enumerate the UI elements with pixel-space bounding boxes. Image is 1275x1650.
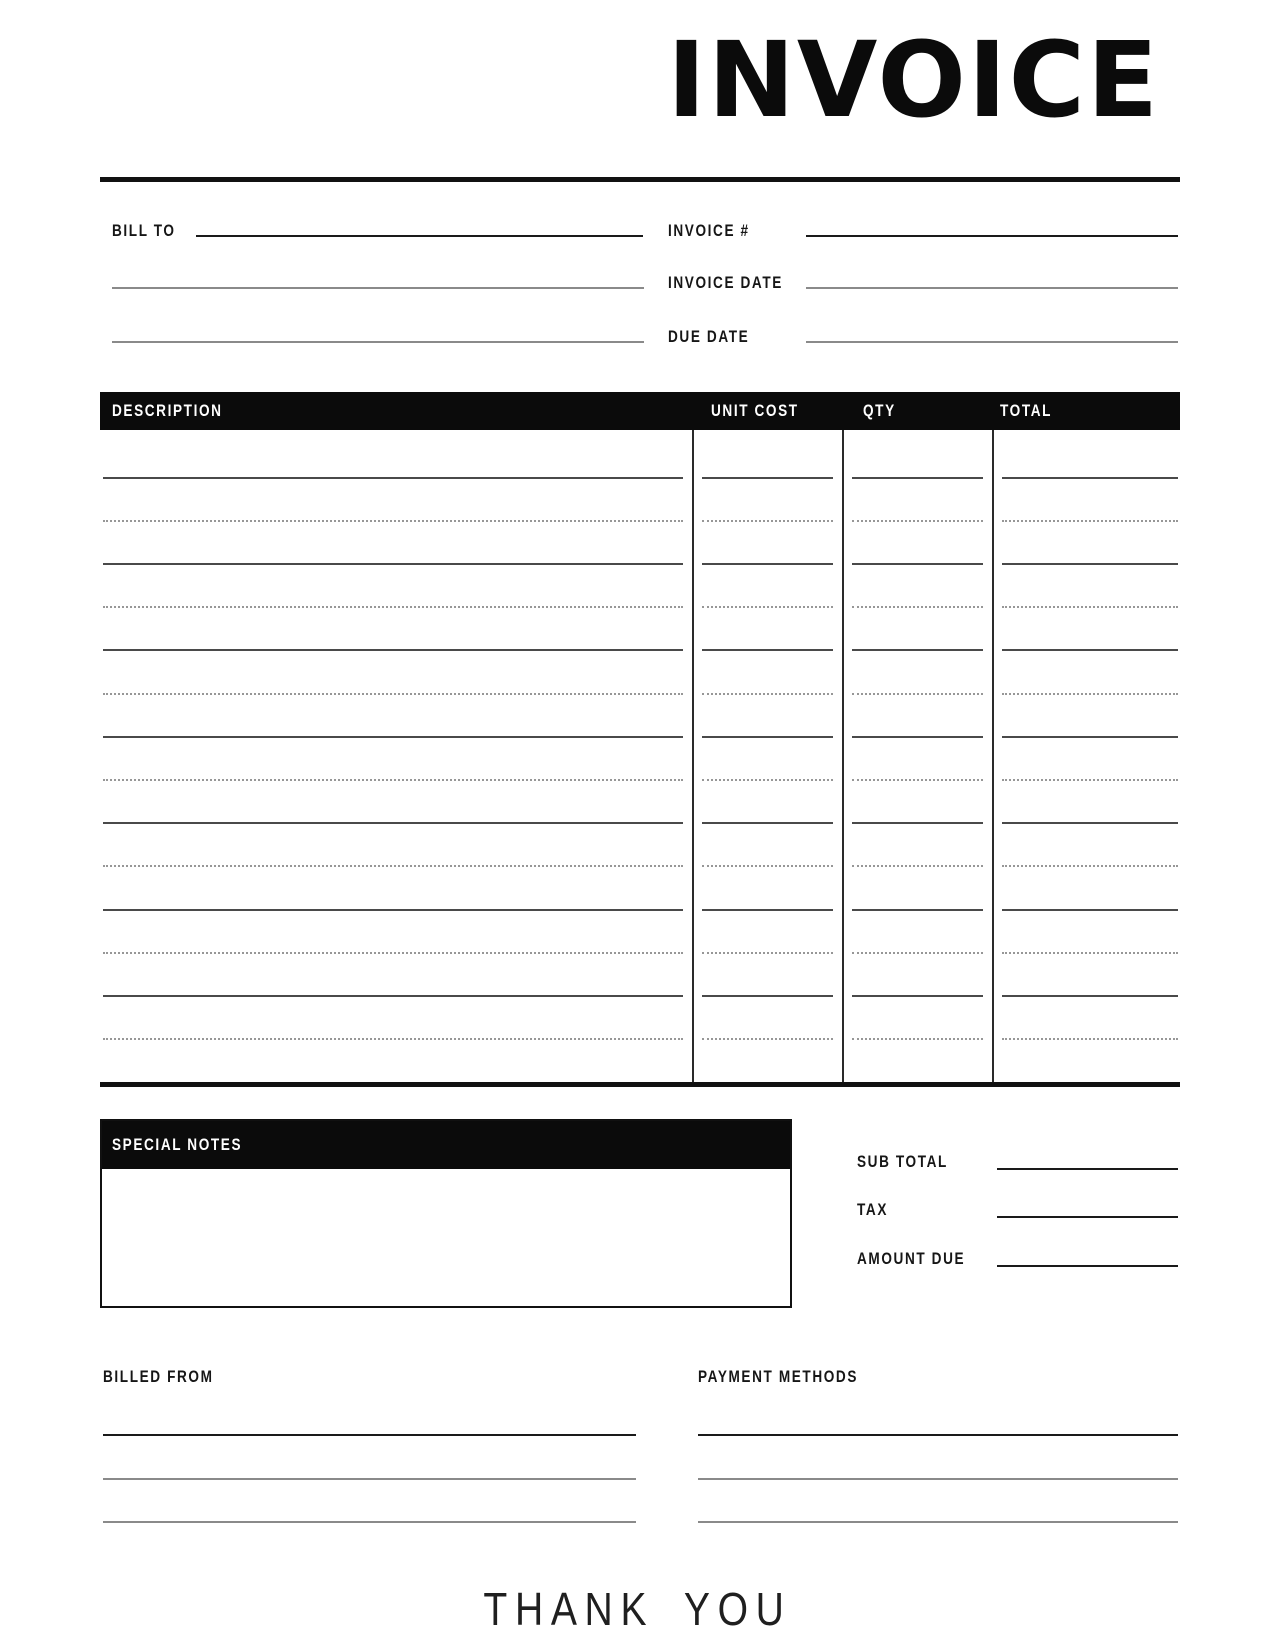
cell-line-unit-cost[interactable]	[702, 606, 833, 608]
column-header-total: TOTAL	[1000, 401, 1053, 420]
column-header-unit-cost: UNIT COST	[711, 401, 799, 420]
cell-line-unit-cost[interactable]	[702, 1038, 833, 1040]
cell-line-qty[interactable]	[852, 520, 983, 522]
cell-line-qty[interactable]	[852, 606, 983, 608]
items-table-header	[100, 392, 1180, 430]
cell-line-unit-cost[interactable]	[702, 693, 833, 695]
cell-line-qty[interactable]	[852, 563, 983, 565]
table-bottom-rule	[100, 1082, 1180, 1087]
column-divider	[842, 430, 844, 1082]
cell-line-total[interactable]	[1002, 563, 1178, 565]
column-header-qty: QTY	[863, 401, 896, 420]
column-header-description: DESCRIPTION	[112, 401, 223, 420]
payment-methods-line-3[interactable]	[698, 1521, 1178, 1523]
cell-line-total[interactable]	[1002, 822, 1178, 824]
cell-line-unit-cost[interactable]	[702, 995, 833, 997]
cell-line-qty[interactable]	[852, 995, 983, 997]
tax-label: TAX	[857, 1200, 888, 1219]
cell-line-unit-cost[interactable]	[702, 909, 833, 911]
cell-line-description[interactable]	[103, 736, 683, 738]
cell-line-description[interactable]	[103, 909, 683, 911]
billed-from-line-1[interactable]	[103, 1434, 636, 1436]
bill-to-line-2[interactable]	[112, 287, 644, 289]
cell-line-total[interactable]	[1002, 477, 1178, 479]
cell-line-qty[interactable]	[852, 779, 983, 781]
items-table-body	[100, 430, 1180, 1082]
cell-line-unit-cost[interactable]	[702, 779, 833, 781]
cell-line-unit-cost[interactable]	[702, 952, 833, 954]
page-title: INVOICE	[667, 19, 1160, 141]
bill-to-line-1[interactable]	[196, 235, 643, 237]
billed-from-line-3[interactable]	[103, 1521, 636, 1523]
cell-line-unit-cost[interactable]	[702, 563, 833, 565]
cell-line-total[interactable]	[1002, 693, 1178, 695]
sub-total-line[interactable]	[997, 1168, 1178, 1170]
cell-line-description[interactable]	[103, 606, 683, 608]
bill-to-line-3[interactable]	[112, 341, 644, 343]
amount-due-line[interactable]	[997, 1265, 1178, 1267]
cell-line-description[interactable]	[103, 865, 683, 867]
payment-methods-line-2[interactable]	[698, 1478, 1178, 1480]
cell-line-unit-cost[interactable]	[702, 865, 833, 867]
cell-line-total[interactable]	[1002, 952, 1178, 954]
cell-line-qty[interactable]	[852, 909, 983, 911]
tax-line[interactable]	[997, 1216, 1178, 1218]
header-rule	[100, 177, 1180, 182]
thank-you-text: THANK YOU	[483, 1583, 792, 1635]
special-notes-label: SPECIAL NOTES	[112, 1135, 243, 1154]
invoice-number-label: INVOICE #	[668, 221, 750, 240]
cell-line-description[interactable]	[103, 649, 683, 651]
cell-line-description[interactable]	[103, 952, 683, 954]
cell-line-description[interactable]	[103, 520, 683, 522]
column-divider	[992, 430, 994, 1082]
cell-line-total[interactable]	[1002, 606, 1178, 608]
column-divider	[692, 430, 694, 1082]
cell-line-description[interactable]	[103, 693, 683, 695]
payment-methods-label: PAYMENT METHODS	[698, 1367, 859, 1386]
cell-line-qty[interactable]	[852, 865, 983, 867]
cell-line-unit-cost[interactable]	[702, 736, 833, 738]
payment-methods-line-1[interactable]	[698, 1434, 1178, 1436]
amount-due-label: AMOUNT DUE	[857, 1249, 966, 1268]
cell-line-description[interactable]	[103, 563, 683, 565]
cell-line-total[interactable]	[1002, 865, 1178, 867]
cell-line-qty[interactable]	[852, 952, 983, 954]
cell-line-total[interactable]	[1002, 520, 1178, 522]
cell-line-description[interactable]	[103, 1038, 683, 1040]
cell-line-qty[interactable]	[852, 822, 983, 824]
cell-line-total[interactable]	[1002, 779, 1178, 781]
bill-to-label: BILL TO	[112, 221, 176, 240]
cell-line-unit-cost[interactable]	[702, 822, 833, 824]
billed-from-line-2[interactable]	[103, 1478, 636, 1480]
cell-line-description[interactable]	[103, 477, 683, 479]
cell-line-qty[interactable]	[852, 693, 983, 695]
due-date-label: DUE DATE	[668, 327, 750, 346]
special-notes-box	[100, 1119, 792, 1308]
cell-line-qty[interactable]	[852, 736, 983, 738]
cell-line-total[interactable]	[1002, 909, 1178, 911]
cell-line-unit-cost[interactable]	[702, 477, 833, 479]
cell-line-total[interactable]	[1002, 736, 1178, 738]
cell-line-description[interactable]	[103, 779, 683, 781]
due-date-line[interactable]	[806, 341, 1178, 343]
cell-line-qty[interactable]	[852, 1038, 983, 1040]
cell-line-description[interactable]	[103, 822, 683, 824]
cell-line-total[interactable]	[1002, 995, 1178, 997]
special-notes-content[interactable]	[102, 1169, 790, 1306]
sub-total-label: SUB TOTAL	[857, 1152, 948, 1171]
cell-line-qty[interactable]	[852, 477, 983, 479]
cell-line-description[interactable]	[103, 995, 683, 997]
special-notes-header	[102, 1121, 790, 1169]
cell-line-unit-cost[interactable]	[702, 520, 833, 522]
invoice-number-line[interactable]	[806, 235, 1178, 237]
cell-line-qty[interactable]	[852, 649, 983, 651]
billed-from-label: BILLED FROM	[103, 1367, 214, 1386]
cell-line-total[interactable]	[1002, 649, 1178, 651]
invoice-date-line[interactable]	[806, 287, 1178, 289]
invoice-date-label: INVOICE DATE	[668, 273, 783, 292]
cell-line-total[interactable]	[1002, 1038, 1178, 1040]
cell-line-unit-cost[interactable]	[702, 649, 833, 651]
